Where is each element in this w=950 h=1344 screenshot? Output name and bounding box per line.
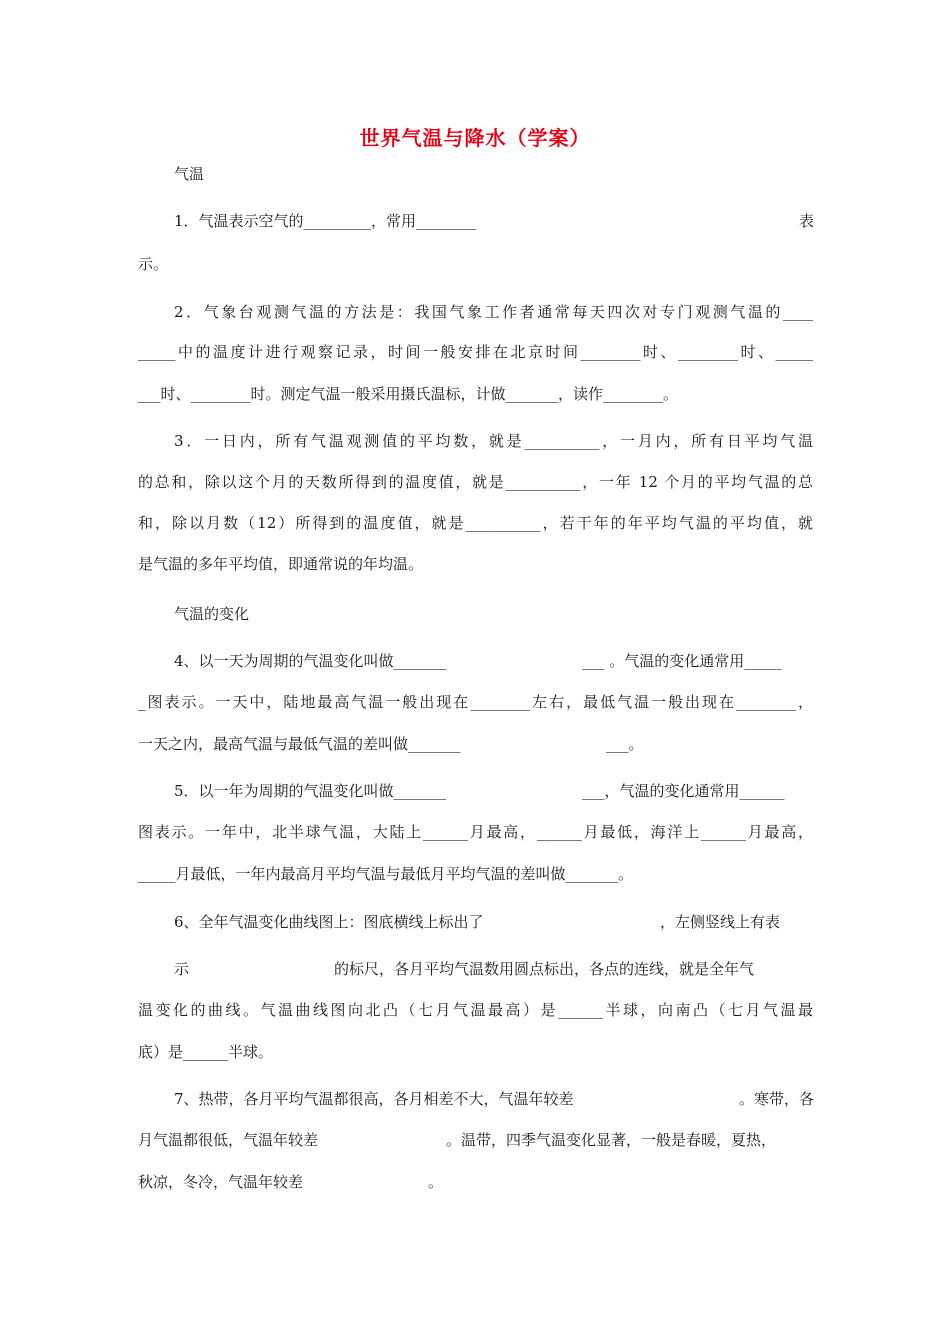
item-6-text-d: 的标尺，各月平均气温数用圆点标出，各点的连线，就是全年气 [334, 960, 755, 978]
item-6-text-c: 示 [174, 960, 190, 978]
item-2-line-2: _____中的温度计进行观察记录，时间一般安排在北京时间________时、________时、_____ [138, 343, 813, 361]
item-7-line-2 [138, 1129, 813, 1151]
item-4-line-3 [138, 733, 813, 755]
item-3-line-2: 的总和，除以这个月的天数所得到的温度值，就是__________，一年 12 个月的平均气温的总 [138, 473, 813, 491]
item-4-text-d: ___。 [606, 735, 644, 753]
item-3-line-3: 和，除以月数（12）所得到的温度值，就是__________，若干年的年平均气温的平均值，就 [138, 514, 813, 532]
item-5-line-1 [174, 780, 814, 802]
item-2-line-1: 2．气象台观测气温的方法是：我国气象工作者通常每天四次对专门观测气温的____ [174, 303, 813, 321]
item-5-text-b: ___，气温的变化通常用______ [582, 782, 785, 800]
item-6-line-2 [174, 958, 814, 980]
item-7-line-1 [174, 1088, 814, 1110]
item-3-line-4: 是气温的多年平均值，即通常说的年均温。 [138, 555, 424, 573]
item-6-line-4: 底）是______半球。 [138, 1043, 274, 1061]
item-6-text-b: ，左侧竖线上有表 [660, 913, 781, 931]
item-4-line-2: _图表示。一天中，陆地最高气温一般出现在________左右，最低气温一般出现在________， [138, 693, 813, 711]
section-heading-temperature-change: 气温的变化 [174, 605, 250, 623]
item-1-text-end: 表 [798, 212, 814, 230]
item-6-line-3: 温变化的曲线。气温曲线图向北凸（七月气温最高）是______半球，向南凸（七月气温最 [138, 1001, 813, 1019]
item-7-text-e: 秋凉，冬冷，气温年较差 [138, 1173, 304, 1191]
item-4-text-b: ___ 。气温的变化通常用_____ [582, 652, 782, 670]
item-7-line-3 [138, 1171, 813, 1193]
section-heading-temperature: 气温 [174, 165, 205, 183]
item-4-line-1 [174, 650, 814, 672]
item-7-text-b: 。寒带，各 [738, 1090, 814, 1108]
item-5-text-a: 5．以一年为周期的气温变化叫做_______ [174, 782, 447, 800]
document-title: 世界气温与降水（学案） [359, 126, 591, 150]
item-4-text-a: 4、以一天为周期的气温变化叫做_______ [174, 652, 447, 670]
item-7-text-c: 月气温都很低，气温年较差 [138, 1131, 319, 1149]
item-5-line-3: _____月最低，一年内最高月平均气温与最低月平均气温的差叫做_______。 [138, 865, 634, 883]
item-6-text-a: 6、全年气温变化曲线图上：图底横线上标出了 [174, 913, 484, 931]
item-7-text-d: 。温带，四季气温变化显著，一般是春暖，夏热， [446, 1131, 777, 1149]
item-5-line-2: 图表示。一年中，北半球气温，大陆上______月最高，______月最低，海洋上______月最高， [138, 823, 813, 841]
item-7-text-a: 7、热带，各月平均气温都很高，各月相差不大，气温年较差 [174, 1090, 574, 1108]
item-1-line-1 [174, 210, 814, 232]
item-6-line-1 [174, 911, 814, 933]
item-4-text-c: 一天之内，最高气温与最低气温的差叫做_______ [138, 735, 461, 753]
item-7-text-f: 。 [428, 1173, 444, 1191]
item-1-text: 1．气温表示空气的_________，常用________ [174, 212, 477, 230]
item-2-line-3: ___时、________时。测定气温一般采用摄氏温标，计做_______，读作________。 [138, 385, 679, 403]
item-1-line-2: 示。 [138, 255, 169, 273]
item-3-line-1: 3．一日内，所有气温观测值的平均数，就是__________，一月内，所有日平均气温 [174, 432, 813, 450]
